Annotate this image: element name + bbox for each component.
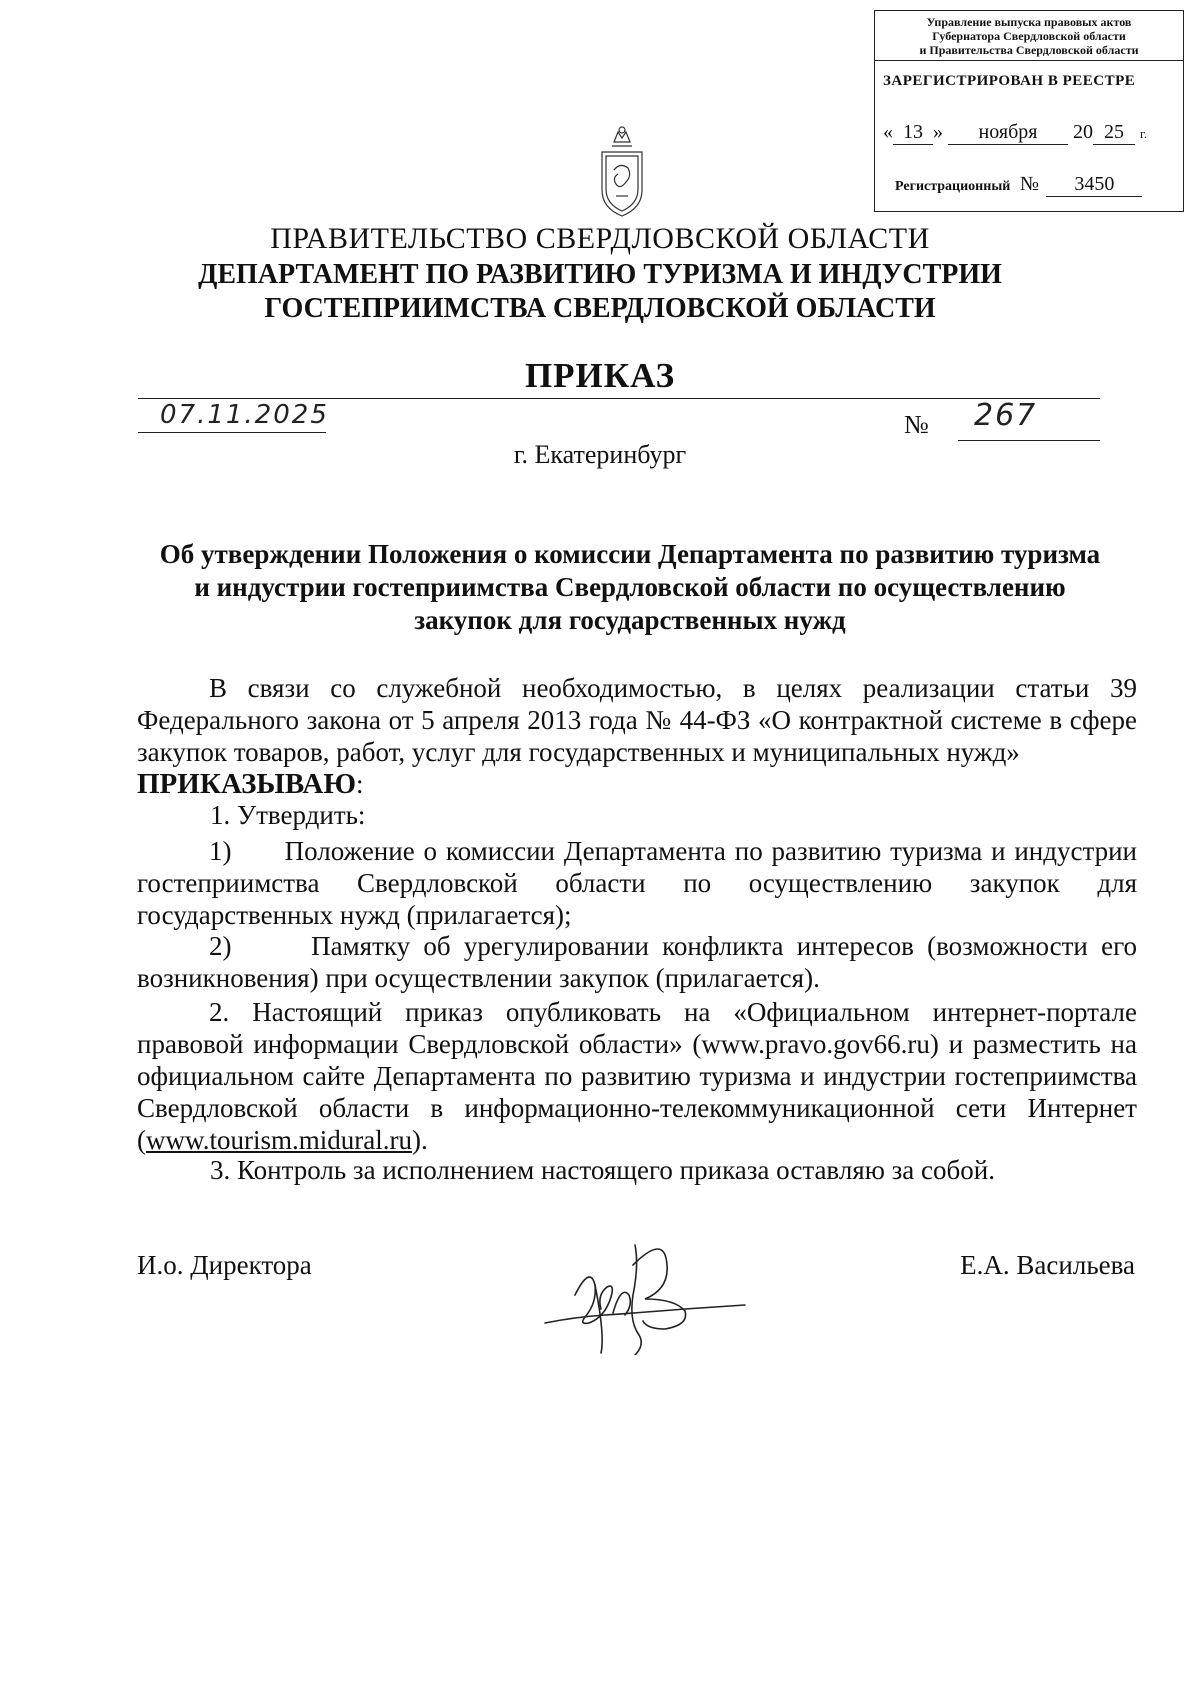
subject-line: Об утверждении Положения о комиссии Департамента по развитию туризма — [159, 539, 1101, 569]
department-title-line: ГОСТЕПРИИМСТВА СВЕРДЛОВСКОЙ ОБЛАСТИ — [264, 293, 936, 324]
department-title-line: ДЕПАРТАМЕНТ ПО РАЗВИТИЮ ТУРИЗМА И ИНДУСТРИИ — [198, 259, 1002, 290]
government-title: ПРАВИТЕЛЬСТВО СВЕРДЛОВСКОЙ ОБЛАСТИ — [270, 222, 930, 255]
stamp-year-suffix: 25 — [1093, 121, 1135, 145]
city: г. Екатеринбург — [513, 440, 687, 469]
department-title — [0, 258, 1200, 326]
stamp-year-mark: г. — [1140, 126, 1148, 141]
stamp-header — [875, 11, 1183, 61]
item-1-1-text: Положение о комиссии Департамента по развитию туризма и индустрии гостеприимства Свердловской области по осуществлению закупок для государственных нужд (прилагается); — [137, 836, 1138, 930]
item-2-text: 2. Настоящий приказ опубликовать на «Официальном интернет-портале правовой информации Свердловской области» (www.pravo.gov66.ru) и разместить на официальном сайте Департамента по развитию туризма и индустрии гостеприимства Свердловской области в информационно-телекоммуникационной сети Интернет ( — [137, 997, 1137, 1155]
subject-line: и индустрии гостеприимства Свердловской области по осуществлению — [194, 572, 1066, 602]
stamp-month: ноября — [948, 121, 1068, 145]
order-number: 267 — [974, 398, 1038, 433]
item-1-2-number: 2) — [209, 931, 232, 961]
stamp-open-quote: « — [883, 121, 893, 143]
item-2-end: ). — [411, 1125, 428, 1155]
order-number-label: № — [904, 410, 929, 439]
document-type: ПРИКАЗ — [524, 356, 676, 395]
stamp-date — [883, 121, 1147, 145]
header-rule — [138, 398, 1100, 399]
stamp-header-line: Губернатора Свердловской области — [932, 29, 1126, 43]
stamp-reg-number — [895, 173, 1142, 197]
item-3: 3. Контроль за исполнением настоящего приказа оставляю за собой. — [210, 1155, 995, 1185]
item-2 — [137, 996, 1137, 1156]
item-1-2-text: Памятку об урегулировании конфликта интересов (возможности его возникновения) при осуществлении закупок (прилагается). — [137, 931, 1137, 993]
stamp-reg-label: Регистрационный — [895, 179, 1011, 194]
order-colon: : — [355, 769, 364, 799]
intro-paragraph — [137, 672, 1137, 800]
coat-of-arms-icon — [590, 120, 654, 220]
tourism-site-link[interactable]: www.tourism.midural.ru — [146, 1125, 412, 1155]
handwritten-signature — [535, 1225, 755, 1355]
stamp-reg-number-value: 3450 — [1046, 173, 1142, 197]
date-underline — [138, 432, 326, 433]
intro-text: В связи со служебной необходимостью, в целях реализации статьи 39 Федерального закона от 5 апреля 2013 года № 44-ФЗ «О контрактной системе в сфере закупок товаров, работ, услуг для государственных и муниципальных нужд» — [137, 673, 1137, 767]
stamp-close-quote: » — [933, 121, 943, 143]
stamp-no-sign: № — [1019, 173, 1039, 195]
item-1-1 — [137, 835, 1137, 931]
order-subject — [130, 538, 1130, 637]
registration-stamp — [874, 10, 1184, 212]
stamp-header-line: Управление выпуска правовых актов — [926, 15, 1132, 29]
stamp-header-line: и Правительства Свердловской области — [919, 43, 1139, 57]
order-date: 07.11.2025 — [160, 400, 329, 430]
signatory-position: И.о. Директора — [137, 1250, 312, 1280]
stamp-registered-label: ЗАРЕГИСТРИРОВАН В РЕЕСТРЕ — [883, 73, 1136, 89]
subject-line: закупок для государственных нужд — [414, 605, 846, 635]
stamp-year-prefix: 20 — [1073, 121, 1093, 143]
item-1-2 — [137, 930, 1137, 994]
item-1: 1. Утвердить: — [210, 800, 366, 830]
item-1-1-number: 1) — [209, 836, 232, 866]
order-word: ПРИКАЗЫВАЮ — [137, 768, 356, 800]
signatory-name: Е.А. Васильева — [960, 1250, 1135, 1280]
stamp-day: 13 — [893, 121, 933, 145]
